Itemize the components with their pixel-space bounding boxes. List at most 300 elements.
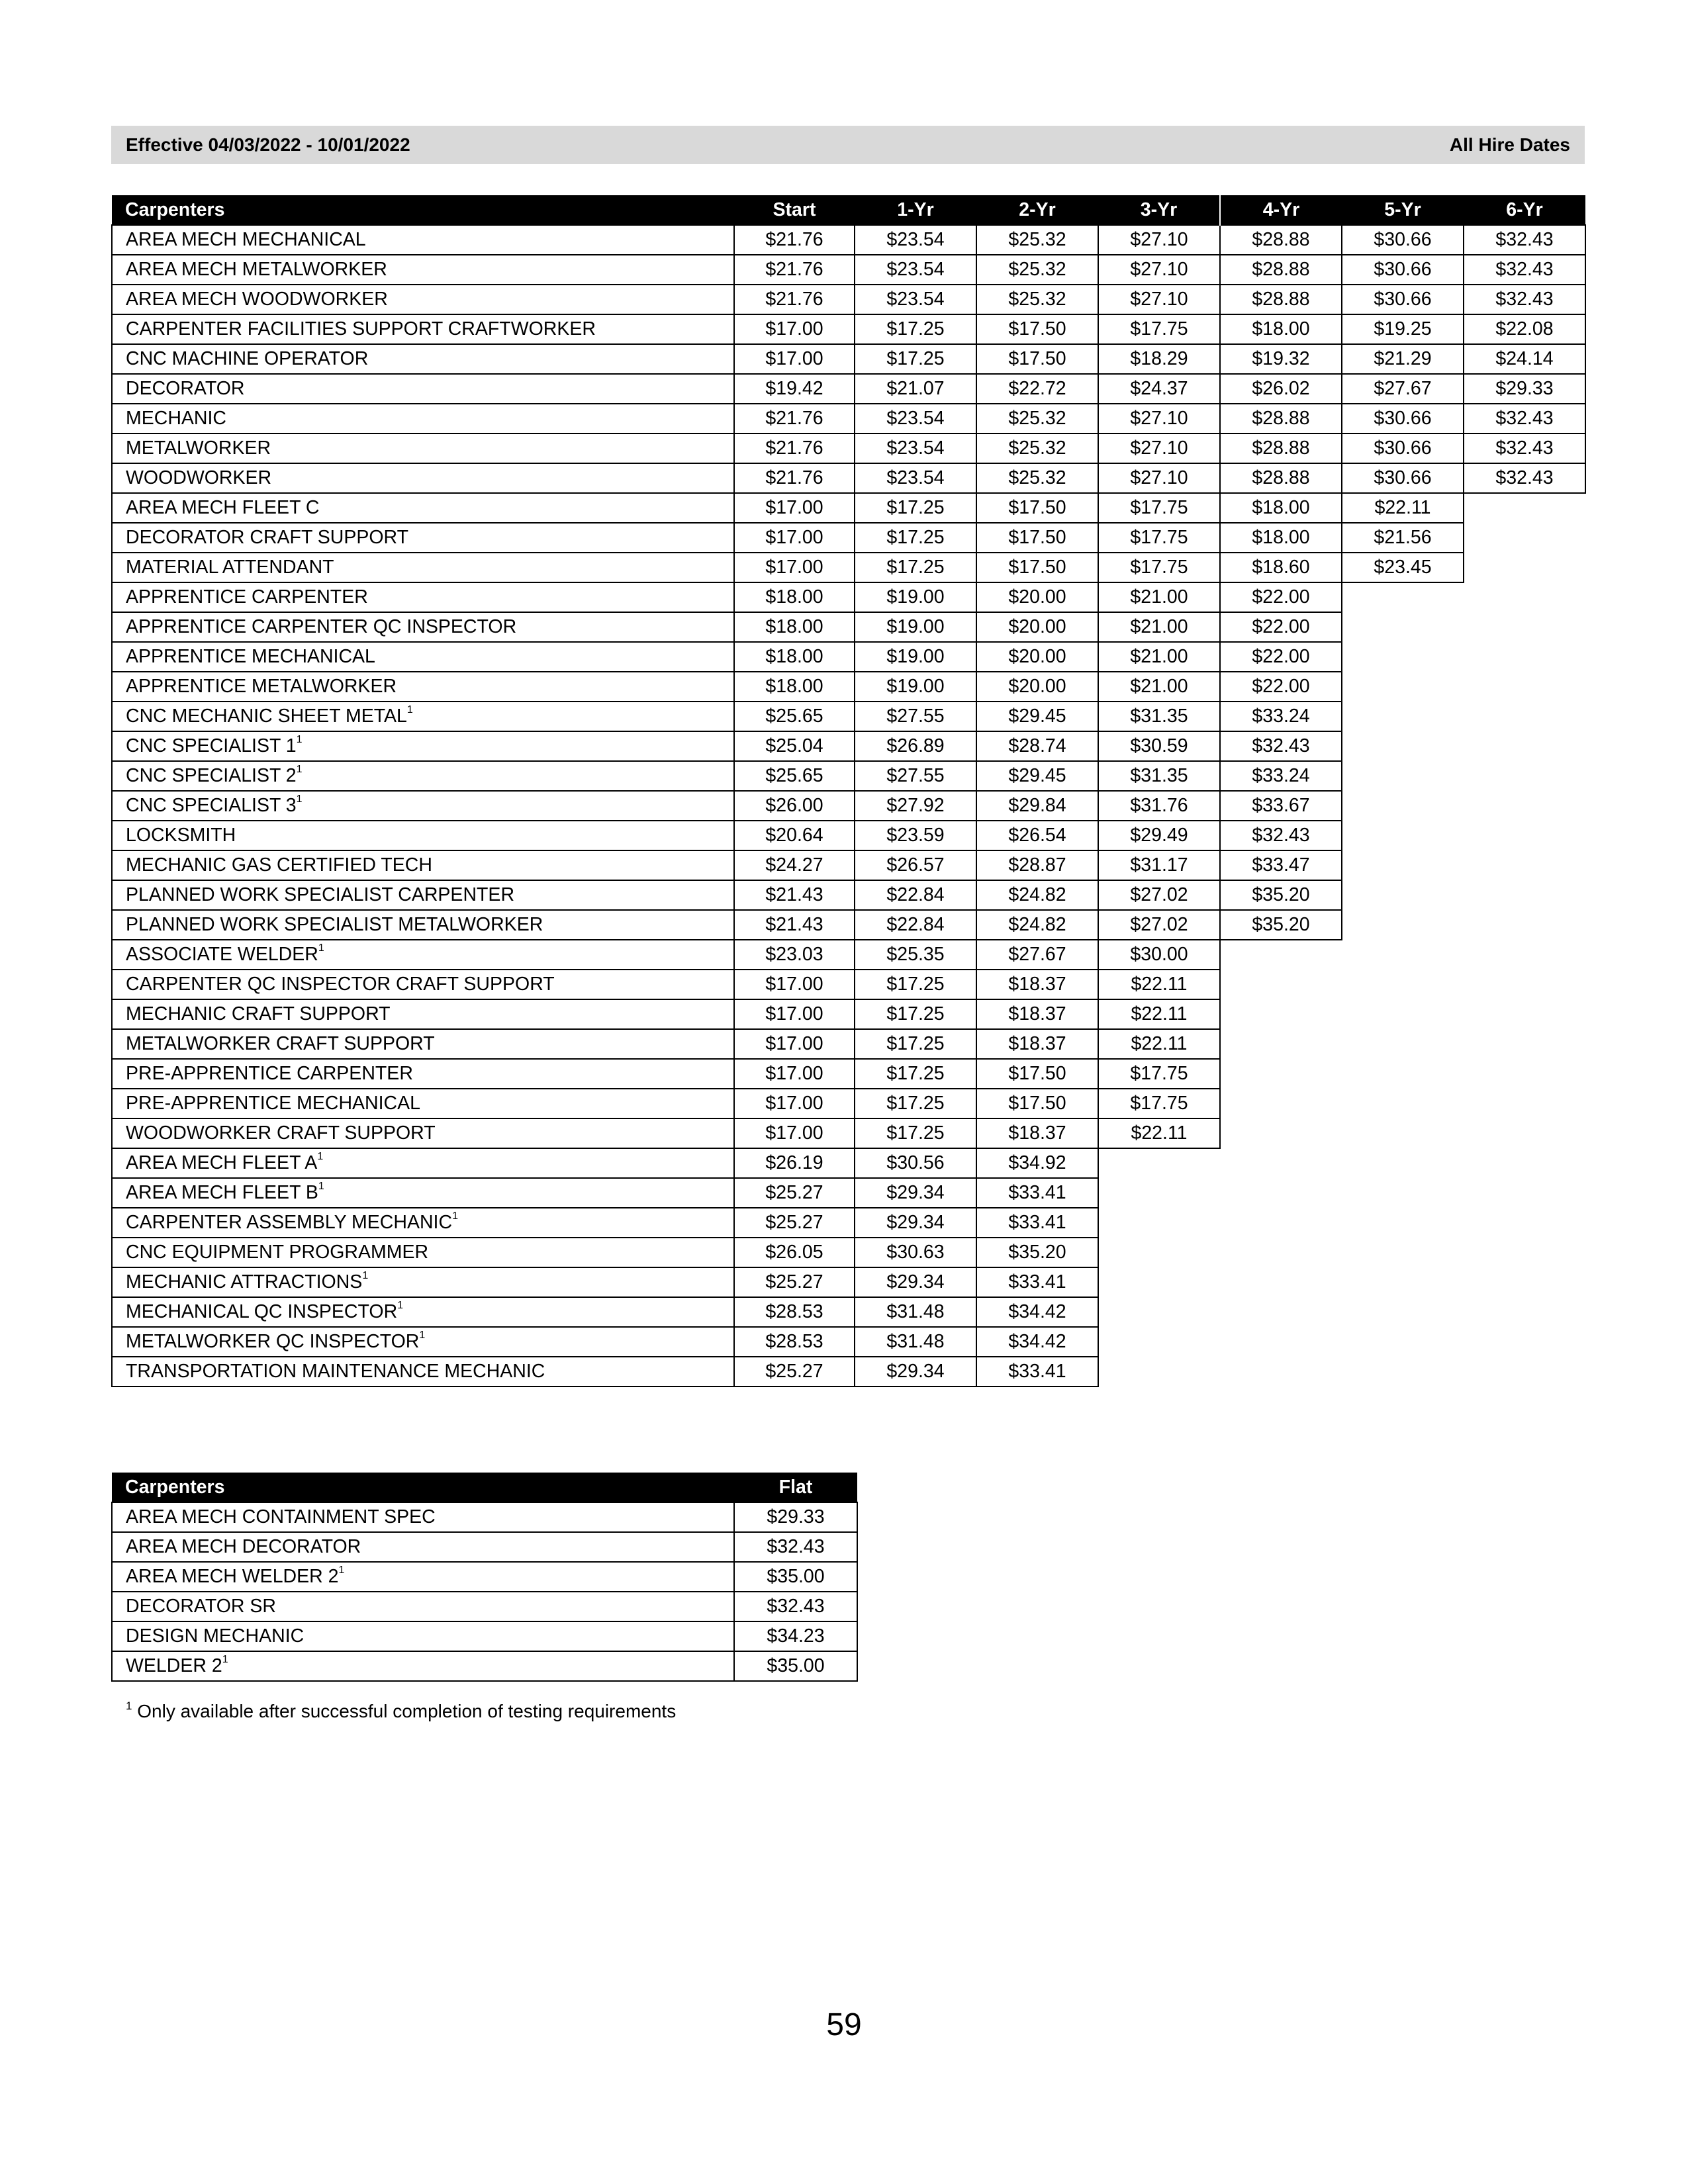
- table-row: [112, 553, 1585, 582]
- rate-cell: $25.65: [734, 702, 855, 731]
- position-name: [112, 404, 734, 433]
- empty-cell: [1220, 940, 1342, 970]
- rate-cell: $17.50: [976, 493, 1098, 523]
- rate-cell: $28.53: [734, 1297, 855, 1327]
- position-label: METALWORKER: [126, 437, 271, 459]
- rate-cell: $23.54: [855, 463, 976, 493]
- table-row: [112, 1208, 1585, 1238]
- rate-cell: $22.00: [1220, 612, 1342, 642]
- rate-cell: $17.25: [855, 344, 976, 374]
- position-name: [112, 374, 734, 404]
- rate-cell: $19.00: [855, 672, 976, 702]
- empty-cell: [1220, 1029, 1342, 1059]
- position-label: DECORATOR: [126, 378, 245, 399]
- position-name: [112, 523, 734, 553]
- flat-rate-header-row: [112, 1473, 857, 1502]
- position-label: AREA MECH METALWORKER: [126, 259, 387, 280]
- position-label: AREA MECH WOODWORKER: [126, 289, 388, 310]
- position-label: WELDER 2: [126, 1655, 222, 1676]
- rate-cell: $23.45: [1342, 553, 1464, 582]
- empty-cell: [1464, 493, 1585, 523]
- rate-cell: $17.00: [734, 1029, 855, 1059]
- position-name: [112, 1029, 734, 1059]
- rate-cell: $23.54: [855, 225, 976, 255]
- rate-cell: $17.00: [734, 314, 855, 344]
- rate-cell: $21.76: [734, 285, 855, 314]
- rate-cell: $28.88: [1220, 433, 1342, 463]
- rate-cell: $21.43: [734, 880, 855, 910]
- rate-cell: $17.50: [976, 523, 1098, 553]
- table-row: [112, 1178, 1585, 1208]
- table-row: [112, 1327, 1585, 1357]
- pay-rate-table: [111, 195, 1586, 1387]
- position-label: LOCKSMITH: [126, 825, 236, 846]
- position-label: AREA MECH FLEET C: [126, 497, 320, 518]
- empty-cell: [1220, 1148, 1342, 1178]
- position-label: PLANNED WORK SPECIALIST METALWORKER: [126, 914, 543, 935]
- rate-cell: $17.25: [855, 493, 976, 523]
- rate-cell: $18.00: [734, 672, 855, 702]
- rate-cell: $19.00: [855, 642, 976, 672]
- rate-cell: $35.00: [734, 1651, 857, 1681]
- rate-cell: $17.75: [1098, 1059, 1220, 1089]
- rate-cell: $25.27: [734, 1208, 855, 1238]
- position-label: WOODWORKER CRAFT SUPPORT: [126, 1122, 436, 1144]
- position-name: [112, 1208, 734, 1238]
- empty-cell: [1464, 1238, 1585, 1267]
- rate-cell: $27.02: [1098, 910, 1220, 940]
- rate-cell: $25.32: [976, 433, 1098, 463]
- rate-cell: $20.00: [976, 642, 1098, 672]
- empty-cell: [1220, 1059, 1342, 1089]
- rate-cell: $17.00: [734, 1059, 855, 1089]
- footnote-marker: 1: [126, 1700, 132, 1712]
- empty-cell: [1220, 1357, 1342, 1387]
- empty-cell: [1464, 1327, 1585, 1357]
- empty-cell: [1464, 910, 1585, 940]
- table-row: [112, 612, 1585, 642]
- table-row: [112, 880, 1585, 910]
- rate-cell: $18.00: [1220, 314, 1342, 344]
- table-row: [112, 1532, 857, 1562]
- rate-cell: $17.25: [855, 523, 976, 553]
- empty-cell: [1220, 1297, 1342, 1327]
- empty-cell: [1464, 731, 1585, 761]
- rate-cell: $22.08: [1464, 314, 1585, 344]
- rate-cell: $17.75: [1098, 493, 1220, 523]
- rate-cell: $17.00: [734, 344, 855, 374]
- empty-cell: [1464, 582, 1585, 612]
- table-row: [112, 999, 1585, 1029]
- rate-cell: $31.48: [855, 1327, 976, 1357]
- footnote-ref: 1: [362, 1270, 369, 1281]
- empty-cell: [1220, 970, 1342, 999]
- rate-cell: $32.43: [1464, 225, 1585, 255]
- rate-cell: $30.66: [1342, 285, 1464, 314]
- rate-cell: $30.66: [1342, 463, 1464, 493]
- rate-cell: $22.11: [1098, 999, 1220, 1029]
- rate-cell: $19.00: [855, 612, 976, 642]
- empty-cell: [1464, 880, 1585, 910]
- empty-cell: [1464, 1208, 1585, 1238]
- position-name: [112, 1089, 734, 1118]
- page-number: 59: [826, 2007, 862, 2042]
- rate-cell: $33.41: [976, 1178, 1098, 1208]
- effective-date-bar: [111, 126, 1585, 164]
- rate-cell: $17.50: [976, 553, 1098, 582]
- rate-cell: $32.43: [1464, 463, 1585, 493]
- rate-cell: $18.00: [1220, 523, 1342, 553]
- rate-cell: $17.50: [976, 344, 1098, 374]
- position-label: DECORATOR CRAFT SUPPORT: [126, 527, 409, 548]
- rate-cell: $18.60: [1220, 553, 1342, 582]
- rate-cell: $17.00: [734, 493, 855, 523]
- rate-cell: $25.35: [855, 940, 976, 970]
- rate-cell: $33.41: [976, 1357, 1098, 1387]
- rate-cell: $33.67: [1220, 791, 1342, 821]
- empty-cell: [1342, 672, 1464, 702]
- position-name: [112, 1621, 734, 1651]
- rate-cell: $25.27: [734, 1357, 855, 1387]
- table-row: [112, 344, 1585, 374]
- empty-cell: [1342, 1029, 1464, 1059]
- position-name: [112, 255, 734, 285]
- empty-cell: [1342, 1267, 1464, 1297]
- rate-cell: $33.24: [1220, 761, 1342, 791]
- position-label: CNC SPECIALIST 3: [126, 795, 297, 816]
- table-row: [112, 731, 1585, 761]
- empty-cell: [1342, 612, 1464, 642]
- rate-cell: $30.56: [855, 1148, 976, 1178]
- rate-cell: $28.53: [734, 1327, 855, 1357]
- rate-cell: $28.88: [1220, 225, 1342, 255]
- effective-date-range: Effective 04/03/2022 - 10/01/2022: [126, 134, 410, 155]
- rate-cell: $32.43: [1464, 433, 1585, 463]
- position-label: WOODWORKER: [126, 467, 272, 488]
- rate-cell: $20.00: [976, 612, 1098, 642]
- rate-cell: $22.00: [1220, 642, 1342, 672]
- empty-cell: [1342, 850, 1464, 880]
- position-name: [112, 1297, 734, 1327]
- rate-cell: $34.92: [976, 1148, 1098, 1178]
- position-name: [112, 761, 734, 791]
- position-label: CARPENTER QC INSPECTOR CRAFT SUPPORT: [126, 974, 555, 995]
- column-header-5-yr: 5-Yr: [1342, 195, 1464, 225]
- rate-cell: $17.00: [734, 553, 855, 582]
- rate-cell: $19.25: [1342, 314, 1464, 344]
- position-name: [112, 791, 734, 821]
- position-name: [112, 493, 734, 523]
- empty-cell: [1342, 702, 1464, 731]
- empty-cell: [1464, 1118, 1585, 1148]
- empty-cell: [1342, 582, 1464, 612]
- table-row: [112, 970, 1585, 999]
- position-name: [112, 821, 734, 850]
- rate-cell: $23.54: [855, 433, 976, 463]
- position-label: PRE-APPRENTICE MECHANICAL: [126, 1093, 420, 1114]
- rate-cell: $31.48: [855, 1297, 976, 1327]
- table-row: [112, 1267, 1585, 1297]
- rate-cell: $17.75: [1098, 1089, 1220, 1118]
- rate-cell: $27.92: [855, 791, 976, 821]
- position-label: AREA MECH DECORATOR: [126, 1536, 361, 1557]
- rate-cell: $17.00: [734, 970, 855, 999]
- table-row: [112, 761, 1585, 791]
- rate-cell: $26.89: [855, 731, 976, 761]
- position-name: [112, 910, 734, 940]
- position-name: [112, 433, 734, 463]
- position-label: AREA MECH CONTAINMENT SPEC: [126, 1506, 436, 1527]
- rate-cell: $22.00: [1220, 672, 1342, 702]
- position-name: [112, 1592, 734, 1621]
- rate-cell: $30.66: [1342, 225, 1464, 255]
- empty-cell: [1464, 761, 1585, 791]
- position-name: [112, 970, 734, 999]
- empty-cell: [1342, 1148, 1464, 1178]
- empty-cell: [1342, 1208, 1464, 1238]
- column-header-position: Carpenters: [112, 195, 734, 225]
- rate-cell: $18.00: [734, 582, 855, 612]
- empty-cell: [1342, 761, 1464, 791]
- rate-cell: $19.00: [855, 582, 976, 612]
- rate-cell: $25.27: [734, 1178, 855, 1208]
- position-label: APPRENTICE CARPENTER: [126, 586, 368, 608]
- footnote-text: Only available after successful completion of testing requirements: [137, 1701, 677, 1721]
- rate-cell: $28.88: [1220, 285, 1342, 314]
- rate-cell: $22.11: [1098, 970, 1220, 999]
- rate-cell: $23.54: [855, 285, 976, 314]
- rate-cell: $20.64: [734, 821, 855, 850]
- column-header-start: Start: [734, 195, 855, 225]
- table-row: [112, 1592, 857, 1621]
- table-row: [112, 1562, 857, 1592]
- empty-cell: [1220, 1118, 1342, 1148]
- rate-cell: $21.76: [734, 463, 855, 493]
- table-row: [112, 642, 1585, 672]
- empty-cell: [1098, 1357, 1220, 1387]
- rate-cell: $26.02: [1220, 374, 1342, 404]
- pay-rate-header-row: [112, 195, 1585, 225]
- empty-cell: [1464, 1297, 1585, 1327]
- empty-cell: [1464, 1059, 1585, 1089]
- footnote-ref: 1: [296, 764, 303, 775]
- footnote-ref: 1: [222, 1654, 228, 1665]
- position-label: AREA MECH FLEET B: [126, 1182, 318, 1203]
- table-row: [112, 1238, 1585, 1267]
- pay-rate-body: [112, 225, 1585, 1387]
- rate-cell: $17.25: [855, 1059, 976, 1089]
- position-label: APPRENTICE CARPENTER QC INSPECTOR: [126, 616, 517, 637]
- position-label: MATERIAL ATTENDANT: [126, 557, 334, 578]
- rate-cell: $23.03: [734, 940, 855, 970]
- table-row: [112, 821, 1585, 850]
- position-name: [112, 1562, 734, 1592]
- rate-cell: $18.00: [734, 642, 855, 672]
- rate-cell: $29.45: [976, 761, 1098, 791]
- rate-cell: $21.56: [1342, 523, 1464, 553]
- rate-cell: $25.32: [976, 285, 1098, 314]
- rate-cell: $32.43: [1464, 404, 1585, 433]
- rate-cell: $17.00: [734, 1118, 855, 1148]
- empty-cell: [1342, 791, 1464, 821]
- position-label: CNC MECHANIC SHEET METAL: [126, 705, 407, 727]
- rate-cell: $26.00: [734, 791, 855, 821]
- column-header-4-yr: 4-Yr: [1220, 195, 1342, 225]
- table-row: [112, 225, 1585, 255]
- rate-cell: $35.00: [734, 1562, 857, 1592]
- rate-cell: $22.11: [1098, 1029, 1220, 1059]
- rate-cell: $27.10: [1098, 285, 1220, 314]
- position-name: [112, 1059, 734, 1089]
- rate-cell: $31.76: [1098, 791, 1220, 821]
- rate-cell: $23.54: [855, 404, 976, 433]
- rate-cell: $32.43: [1220, 731, 1342, 761]
- rate-cell: $23.54: [855, 255, 976, 285]
- position-name: [112, 672, 734, 702]
- empty-cell: [1220, 1327, 1342, 1357]
- rate-cell: $32.43: [734, 1532, 857, 1562]
- empty-cell: [1464, 642, 1585, 672]
- empty-cell: [1342, 1118, 1464, 1148]
- position-name: [112, 1532, 734, 1562]
- rate-cell: $24.14: [1464, 344, 1585, 374]
- rate-cell: $27.55: [855, 761, 976, 791]
- flat-rate-body: [112, 1502, 857, 1681]
- rate-cell: $28.88: [1220, 255, 1342, 285]
- position-name: [112, 1502, 734, 1532]
- empty-cell: [1342, 999, 1464, 1029]
- empty-cell: [1464, 553, 1585, 582]
- rate-cell: $32.43: [734, 1592, 857, 1621]
- empty-cell: [1220, 999, 1342, 1029]
- table-row: [112, 493, 1585, 523]
- empty-cell: [1342, 1357, 1464, 1387]
- empty-cell: [1464, 612, 1585, 642]
- empty-cell: [1464, 523, 1585, 553]
- table-row: [112, 1148, 1585, 1178]
- rate-cell: $32.43: [1464, 285, 1585, 314]
- empty-cell: [1220, 1089, 1342, 1118]
- position-label: CNC SPECIALIST 1: [126, 735, 297, 756]
- table-row: [112, 1029, 1585, 1059]
- position-name: [112, 1238, 734, 1267]
- table-row: [112, 1357, 1585, 1387]
- empty-cell: [1220, 1267, 1342, 1297]
- position-label: DESIGN MECHANIC: [126, 1625, 305, 1647]
- rate-cell: $28.88: [1220, 404, 1342, 433]
- rate-cell: $34.42: [976, 1297, 1098, 1327]
- position-label: METALWORKER CRAFT SUPPORT: [126, 1033, 435, 1054]
- empty-cell: [1220, 1178, 1342, 1208]
- table-row: [112, 1059, 1585, 1089]
- column-header-1-yr: 1-Yr: [855, 195, 976, 225]
- footnote-ref: 1: [397, 1300, 404, 1311]
- position-label: CNC MACHINE OPERATOR: [126, 348, 369, 369]
- empty-cell: [1464, 1148, 1585, 1178]
- rate-cell: $17.25: [855, 1118, 976, 1148]
- rate-cell: $21.43: [734, 910, 855, 940]
- empty-cell: [1464, 970, 1585, 999]
- position-label: PRE-APPRENTICE CARPENTER: [126, 1063, 413, 1084]
- position-name: [112, 1357, 734, 1387]
- empty-cell: [1464, 999, 1585, 1029]
- rate-cell: $34.42: [976, 1327, 1098, 1357]
- empty-cell: [1464, 940, 1585, 970]
- rate-cell: $26.54: [976, 821, 1098, 850]
- table-row: [112, 463, 1585, 493]
- rate-cell: $30.66: [1342, 433, 1464, 463]
- table-row: [112, 1297, 1585, 1327]
- table-row: [112, 1651, 857, 1681]
- rate-cell: $33.41: [976, 1208, 1098, 1238]
- empty-cell: [1464, 1357, 1585, 1387]
- position-label: APPRENTICE METALWORKER: [126, 676, 397, 697]
- rate-cell: $29.34: [855, 1178, 976, 1208]
- empty-cell: [1220, 1238, 1342, 1267]
- rate-cell: $35.20: [1220, 910, 1342, 940]
- rate-cell: $17.00: [734, 999, 855, 1029]
- empty-cell: [1098, 1327, 1220, 1357]
- rate-cell: $28.74: [976, 731, 1098, 761]
- table-row: [112, 1089, 1585, 1118]
- empty-cell: [1342, 1089, 1464, 1118]
- rate-cell: $21.00: [1098, 642, 1220, 672]
- rate-cell: $31.35: [1098, 702, 1220, 731]
- position-name: [112, 1267, 734, 1297]
- rate-cell: $29.84: [976, 791, 1098, 821]
- rate-cell: $22.84: [855, 880, 976, 910]
- empty-cell: [1220, 1208, 1342, 1238]
- empty-cell: [1098, 1148, 1220, 1178]
- rate-cell: $25.32: [976, 255, 1098, 285]
- rate-cell: $33.47: [1220, 850, 1342, 880]
- position-label: CNC SPECIALIST 2: [126, 765, 297, 786]
- rate-cell: $31.35: [1098, 761, 1220, 791]
- table-row: [112, 1118, 1585, 1148]
- rate-cell: $22.11: [1342, 493, 1464, 523]
- position-name: [112, 940, 734, 970]
- empty-cell: [1342, 731, 1464, 761]
- position-label: TRANSPORTATION MAINTENANCE MECHANIC: [126, 1361, 545, 1382]
- table-row: [112, 910, 1585, 940]
- position-label: MECHANIC: [126, 408, 227, 429]
- position-label: ASSOCIATE WELDER: [126, 944, 318, 965]
- rate-cell: $32.43: [1464, 255, 1585, 285]
- position-label: METALWORKER QC INSPECTOR: [126, 1331, 420, 1352]
- rate-cell: $17.25: [855, 999, 976, 1029]
- table-row: [112, 314, 1585, 344]
- footnote-ref: 1: [318, 942, 324, 954]
- rate-cell: $29.33: [1464, 374, 1585, 404]
- footnote-ref: 1: [296, 794, 303, 805]
- empty-cell: [1342, 821, 1464, 850]
- rate-cell: $17.25: [855, 1089, 976, 1118]
- rate-cell: $17.50: [976, 314, 1098, 344]
- rate-cell: $25.32: [976, 225, 1098, 255]
- empty-cell: [1464, 1089, 1585, 1118]
- rate-cell: $17.50: [976, 1089, 1098, 1118]
- table-row: [112, 850, 1585, 880]
- position-name: [112, 1327, 734, 1357]
- table-row: [112, 582, 1585, 612]
- rate-cell: $24.27: [734, 850, 855, 880]
- empty-cell: [1342, 642, 1464, 672]
- rate-cell: $26.19: [734, 1148, 855, 1178]
- rate-cell: $25.65: [734, 761, 855, 791]
- footnote-ref: 1: [452, 1210, 458, 1222]
- rate-cell: $33.41: [976, 1267, 1098, 1297]
- rate-cell: $27.10: [1098, 433, 1220, 463]
